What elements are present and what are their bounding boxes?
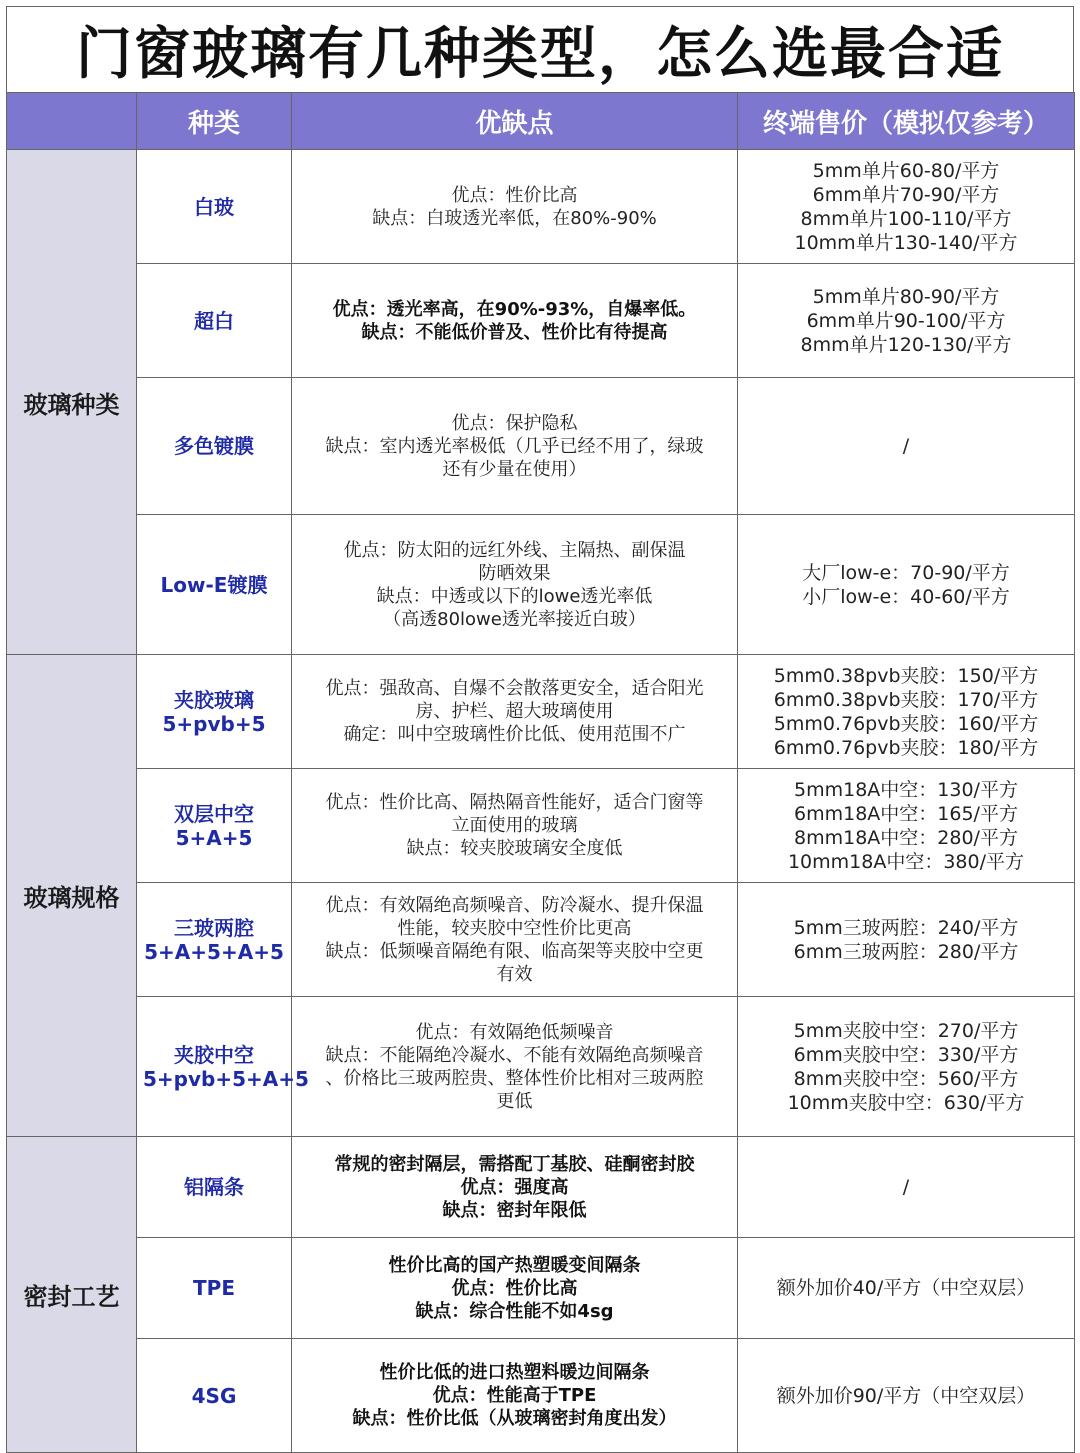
price-line: 10mm夹胶中空：630/平方 [787,1091,1025,1114]
kind-cell [137,1137,292,1238]
price-cell [738,883,1075,997]
kind-cell [137,378,292,515]
price-line: 8mm18A中空：280/平方 [794,826,1018,849]
kind-line: 5+A+5+A+5 [144,939,284,964]
pros-cons-line: 优点：强度高 [460,1176,569,1198]
price-cell [738,1339,1075,1453]
table-row [7,515,1075,655]
price-line: 5mm0.76pvb夹胶：160/平方 [773,712,1039,735]
kind-cell [137,264,292,378]
pros-cons-line: 性价比低的进口热塑料暖边间隔条 [379,1362,650,1383]
kind-cell [137,769,292,883]
pros-cons-cell [292,150,738,264]
price-cell [738,655,1075,769]
price-line: 大厂low-e：70-90/平方 [802,561,1010,584]
kind-line: 双层中空 [174,801,254,826]
price-line: 8mm夹胶中空：560/平方 [793,1067,1019,1090]
pros-cons-line: 、价格比三玻两腔贵、整体性价比相对三玻两腔 [325,1067,704,1089]
table-row [7,378,1075,515]
pros-cons-line: 缺点：中透或以下的lowe透光率低 [376,585,653,607]
price-line: 5mm18A中空：130/平方 [794,778,1018,801]
pros-cons-cell [292,378,738,515]
kind-line: 铝隔条 [184,1175,244,1199]
table-row [7,1339,1075,1453]
kind-line: 5+pvb+5 [162,711,266,736]
pros-cons-line: 优点：透光率高，在90%-93%，自爆率低。 [332,298,697,320]
price-cell [738,515,1075,655]
price-line: 6mm三玻两腔：280/平方 [793,940,1019,963]
price-cell [738,150,1075,264]
kind-line: 5+A+5 [175,825,253,850]
kind-line: 白玻 [194,194,234,219]
kind-cell [137,655,292,769]
price-line: 5mm三玻两腔：240/平方 [793,916,1019,939]
pros-cons-cell [292,1339,738,1453]
price-line: 5mm夹胶中空：270/平方 [793,1019,1019,1042]
price-line: 6mm0.38pvb夹胶：170/平方 [773,688,1039,711]
price-line: 6mm单片90-100/平方 [806,309,1006,332]
pros-cons-line: 优点：有效隔绝低频噪音 [415,1021,614,1043]
price-line: 小厂low-e：40-60/平方 [802,585,1010,608]
pros-cons-line: 缺点：较夹胶玻璃安全度低 [406,838,623,859]
pros-cons-cell [292,997,738,1137]
header-pros-cons: 优缺点 [292,93,738,150]
pros-cons-line: 缺点：不能隔绝冷凝水、不能有效隔绝高频噪音 [325,1044,704,1066]
price-line: / [902,435,910,457]
header-kind: 种类 [137,93,292,150]
pros-cons-line: 优点：防太阳的远红外线、主隔热、副保温 [343,539,686,561]
price-line: 额外加价40/平方（中空双层） [776,1277,1036,1299]
group-label: 密封工艺 [7,1137,137,1453]
pros-cons-cell [292,1137,738,1238]
price-cell [738,264,1075,378]
price-line: 10mm单片130-140/平方 [794,231,1018,254]
price-line: 5mm单片60-80/平方 [812,159,1000,182]
pros-cons-line: 优点：强敌高、自爆不会散落更安全，适合阳光 [325,678,704,699]
price-cell [738,997,1075,1137]
pros-cons-line: 优点：性价比高 [451,184,578,206]
pros-cons-cell [292,655,738,769]
kind-line: 三玻两腔 [174,915,254,940]
table-row [7,150,1075,264]
table-header-row [7,93,1075,150]
pros-cons-line: 立面使用的玻璃 [451,815,578,836]
price-cell [738,1238,1075,1339]
price-line: / [902,1176,910,1198]
pros-cons-line: 房、护栏、超大玻璃使用 [415,701,614,722]
pros-cons-cell [292,264,738,378]
table-row [7,1137,1075,1238]
pros-cons-line: 常规的密封隔层，需搭配丁基胶、硅酮密封胶 [334,1153,695,1175]
kind-cell [137,150,292,264]
pros-cons-cell [292,883,738,997]
price-cell [738,378,1075,515]
kind-line: 夹胶中空 [174,1042,254,1067]
pros-cons-line: 缺点：密封年限低 [442,1199,587,1221]
pros-cons-line: 优点：性价比高 [451,1277,578,1299]
pros-cons-line: 缺点：低频噪音隔绝有限、临高架等夹胶中空更 [325,940,704,962]
table-row [7,1238,1075,1339]
pros-cons-line: 还有少量在使用） [442,458,587,480]
pros-cons-line: 确定：叫中空玻璃性价比低、使用范围不广 [343,724,686,745]
pros-cons-cell [292,769,738,883]
kind-line: 多色镀膜 [174,434,254,458]
price-line: 6mm0.76pvb夹胶：180/平方 [773,736,1039,759]
pros-cons-line: 缺点：室内透光率极低（几乎已经不用了，绿玻 [325,435,704,457]
price-cell [738,769,1075,883]
price-line: 8mm单片120-130/平方 [800,333,1012,356]
price-cell [738,1137,1075,1238]
table-row [7,997,1075,1137]
table-row [7,655,1075,769]
pros-cons-cell [292,515,738,655]
pros-cons-line: 更低 [496,1090,533,1112]
pros-cons-line: （高透80lowe透光率接近白玻） [383,608,646,630]
pros-cons-line: 防晒效果 [478,562,551,584]
price-line: 6mm18A中空：165/平方 [794,802,1018,825]
kind-line: 夹胶玻璃 [174,687,254,712]
table-row [7,883,1075,997]
price-line: 6mm夹胶中空：330/平方 [793,1043,1019,1066]
kind-cell [137,997,309,1137]
price-line: 10mm18A中空：380/平方 [787,850,1025,873]
pros-cons-line: 优点：有效隔绝高频噪音、防冷凝水、提升保温 [325,894,704,916]
kind-cell [137,1339,292,1453]
kind-line: 4SG [191,1383,237,1408]
pros-cons-line: 性价比高的国产热塑暖变间隔条 [388,1254,641,1276]
kind-line: TPE [193,1276,235,1300]
pros-cons-line: 优点：性价比高、隔热隔音性能好，适合门窗等 [325,792,704,813]
pros-cons-line: 缺点：综合性能不如4sg [415,1300,614,1322]
glass-comparison-table [6,92,1075,1453]
kind-cell [137,883,292,997]
header-blank [7,93,137,150]
page-title: 门窗玻璃有几种类型，怎么选最合适 [6,6,1074,92]
pros-cons-line: 优点：保护隐私 [451,412,578,434]
table-body [7,150,1075,1453]
pros-cons-line: 有效 [496,963,533,985]
kind-cell [137,515,292,655]
kind-line: 5+pvb+5+A+5 [143,1066,309,1091]
group-label: 玻璃规格 [7,655,137,1137]
pros-cons-cell [292,1238,738,1339]
group-label: 玻璃种类 [7,150,137,655]
price-line: 6mm单片70-90/平方 [812,183,1000,206]
price-line: 额外加价90/平方（中空双层） [776,1384,1036,1407]
kind-cell [137,1238,292,1339]
table-row [7,264,1075,378]
pros-cons-line: 缺点：不能低价普及、性价比有待提高 [361,321,668,343]
kind-line: Low-E镀膜 [160,572,268,597]
header-price: 终端售价（模拟仅参考） [738,93,1075,150]
price-line: 5mm0.38pvb夹胶：150/平方 [773,664,1039,687]
price-line: 5mm单片80-90/平方 [812,285,1000,308]
pros-cons-line: 优点：性能高于TPE [432,1385,597,1406]
pros-cons-line: 缺点：性价比低（从玻璃密封角度出发） [352,1408,677,1429]
price-line: 8mm单片100-110/平方 [800,207,1012,230]
table-row [7,769,1075,883]
kind-line: 超白 [194,308,234,333]
pros-cons-line: 性能，较夹胶中空性价比更高 [397,917,632,939]
pros-cons-line: 缺点：白玻透光率低，在80%-90% [372,207,657,229]
